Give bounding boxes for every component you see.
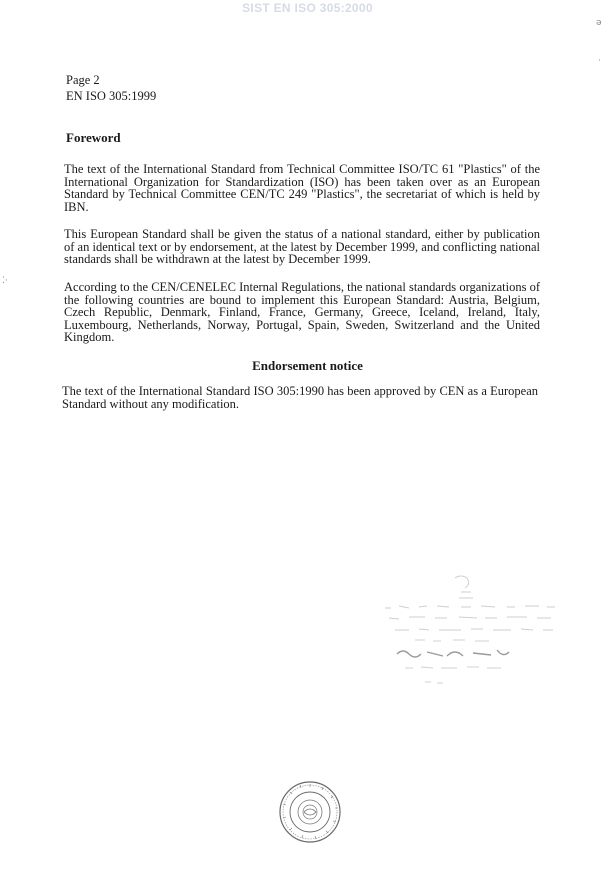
scan-artifact-icon: · (598, 56, 601, 66)
endorsement-heading: Endorsement notice (252, 358, 363, 373)
document-watermark: SIST EN ISO 305:2000 (242, 1, 373, 15)
foreword-paragraph-1: The text of the International Standard from Technical Committee ISO/TC 61 "Plastics" of the International Organization for Standardization (ISO) has been taken over as an European Standard by Technical Committee CEN/TC 249 "Plastics", the secretariat of which is held by IBN. (64, 162, 540, 214)
scan-artifact-icon: ə (596, 18, 602, 28)
foreword-paragraph-3: According to the CEN/CENELEC Internal Regulations, the national standards organizations of the following countries are bound to implement this European Standard: Austria, Belgium, Czech Republic, Denmark, Finland, France, Germany, Greece, Iceland, Ireland, Italy, Luxembourg, Netherlands, Norway, Portugal, Spain, Sweden, Switzerland and the United Kingdom. (64, 280, 540, 344)
faint-stamp-icon (375, 570, 565, 690)
foreword-heading: Foreword (66, 130, 121, 145)
scan-artifact-icon: ⁚· (2, 276, 8, 286)
institute-seal-icon (278, 780, 342, 844)
page-header (66, 72, 156, 104)
document-id: EN ISO 305:1999 (66, 89, 157, 103)
foreword-paragraph-2: This European Standard shall be given the status of a national standard, either by publication of an identical text or by endorsement, at the latest by December 1999, and conflicting national standards shall be withdrawn at the latest by December 1999. (64, 227, 540, 266)
endorsement-paragraph: The text of the International Standard ISO 305:1990 has been approved by CEN as a European Standard without any modification. (62, 384, 538, 411)
page-number: Page 2 (66, 73, 100, 87)
